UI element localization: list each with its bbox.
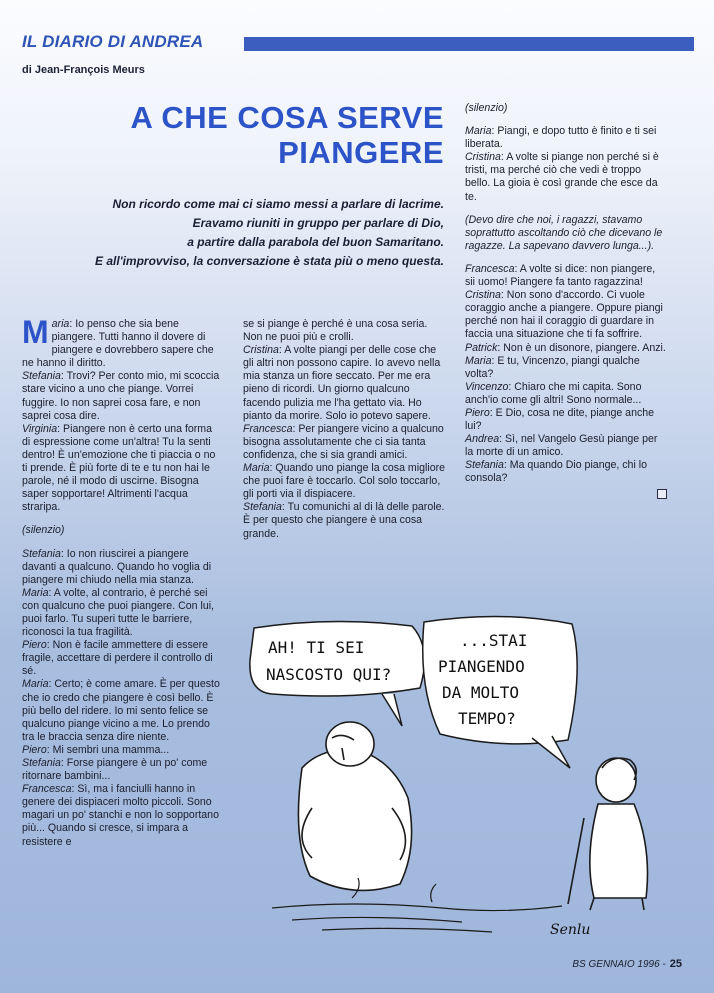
paragraph-text: : Non è un disonore, piangere. Anzi.: [497, 341, 666, 354]
paragraph: [465, 381, 667, 407]
tear-puddle: [272, 878, 562, 932]
speaker: Maria: [465, 354, 492, 367]
paragraph-text: : Non è facile ammettere di essere fragile, accettare di perdere il controllo di sé.: [22, 639, 213, 678]
speaker: Cristina: [243, 344, 279, 357]
speaker: Stefania: [465, 459, 504, 472]
paragraph: [243, 501, 445, 540]
paragraph-text: : Sì, nel Vangelo Gesù piange per la morte di un amico.: [465, 433, 658, 459]
paragraph-text: : Quando uno piange la cosa migliore che puoi fare è toccarlo. Col solo toccarlo, gli porti via il dispiacere.: [243, 462, 446, 501]
article-title: [84, 100, 444, 170]
paragraph: [465, 342, 667, 355]
paragraph-text: : Per piangere vicino a qualcuno bisogna assolutamente che ci sia tanta confidenza, che si sia grandi amici.: [243, 422, 444, 461]
paragraph-text: : Piangi, e dopo tutto è finito e ti sei liberata.: [465, 125, 657, 151]
narrator-aside: (Devo dire che noi, i ragazzi, stavamo soprattutto ascoltando ciò che dicevano le ragazze. La sapevano davvero lunga...).: [465, 213, 663, 252]
speaker: Vincenzo: [465, 380, 509, 393]
paragraph: [465, 459, 667, 485]
speaker: Maria: [22, 678, 49, 691]
title-line-2: PIANGERE: [278, 135, 444, 170]
bubble-2-line-1: ...STAI: [460, 631, 528, 650]
paragraph-text: : Sì, ma i fanciulli hanno in genere dei dispiaceri molto piccoli. Sono magari un po' stanchi e non lo sopportano più... Quando si cresce, si impara a resistere e: [22, 783, 219, 848]
paragraph: [243, 318, 445, 344]
paragraph-text: : A volte piangi per delle cose che gli altri non possono capire. Io avevo nella mia stanza un fiore seccato. Per me era pieno di ricordi. Un giorno qualcuno facendo pulizia me l'ha gettato via. Ho pianto da morire. Solo io potevo sapere.: [243, 344, 441, 422]
paragraph: [22, 314, 222, 370]
speaker: Maria: [243, 462, 270, 475]
paragraph-text: : Io penso che sia bene piangere. Tutti hanno il dovere di piangere e dovrebbero sapere che ne hanno il diritto.: [22, 318, 214, 370]
speaker: Francesca: [22, 783, 72, 796]
text-column-2: [243, 318, 445, 541]
drop-cap: M: [22, 314, 49, 350]
speaker: aria: [51, 318, 70, 330]
paragraph-text: : E Dio, cosa ne dite, piange anche lui?: [465, 406, 655, 433]
paragraph-text: se si piange è perché è una cosa seria. Non ne puoi più e crolli.: [243, 318, 428, 344]
paragraph-text: : Ma quando Dio piange, chi lo consola?: [465, 459, 647, 485]
paragraph: [22, 678, 222, 743]
rubric-bar: [244, 37, 694, 51]
paragraph-text: : A volte si dice: non piangere, sii uomo! Piangere fa tanto ragazzina!: [465, 262, 656, 289]
paragraph-text: : Mi sembri una mamma...: [46, 743, 170, 756]
speech-bubble-1: [250, 621, 425, 696]
paragraph-text: : Certo; è come amare. È per questo che io credo che piangere è così bello. È più bello del ridere. Io mi sento felice se qualcuno piange vicino a me. Lo prendo tra le braccia senza dire niente.: [22, 678, 220, 743]
end-of-article-mark: [657, 489, 667, 499]
paragraph: [243, 462, 445, 501]
paragraph: [22, 370, 222, 422]
stage-direction: (silenzio): [465, 102, 508, 114]
article-intro: [44, 195, 444, 271]
paragraph: [465, 289, 667, 341]
speaker: Stefania: [22, 757, 61, 769]
paragraph: [22, 587, 222, 639]
issue-info: BS GENNAIO 1996 -: [572, 959, 666, 970]
paragraph: [22, 783, 222, 848]
speaker: Stefania: [22, 370, 61, 383]
paragraph-text: : Chiaro che mi capita. Sono anch'io come gli altri! Sono normale...: [465, 380, 642, 406]
speaker: Patrick: [465, 341, 498, 354]
speaker: Stefania: [243, 501, 282, 514]
speech-bubble-1-tail: [382, 694, 402, 726]
speaker: Virginia: [22, 422, 58, 435]
intro-line-1: Non ricordo come mai ci siamo messi a parlare di lacrime.: [112, 197, 444, 211]
paragraph: [22, 548, 222, 587]
bubble-2-line-4: TEMPO?: [458, 709, 516, 728]
page-number: 25: [669, 958, 682, 970]
paragraph-text: : Non sono d'accordo. Ci vuole coraggio anche a piangere. Oppure piangi perché non hai il coraggio di guardare in faccia una situazione che ti fa soffrire.: [465, 289, 663, 341]
bubble-2-line-2: PIANGENDO: [438, 657, 525, 676]
intro-line-4: E all'improvviso, la conversazione è stata più o meno questa.: [95, 254, 444, 268]
paragraph: [465, 125, 667, 151]
section-rubric: IL DIARIO DI ANDREA: [22, 32, 204, 51]
intro-line-3: a partire dalla parabola del buon Samaritano.: [187, 235, 444, 249]
paragraph-text: : E tu, Vincenzo, piangi qualche volta?: [465, 354, 640, 380]
page-footer: [572, 958, 682, 970]
text-column-1: [22, 314, 222, 849]
speaker: Piero: [22, 743, 47, 756]
paragraph: [243, 344, 445, 423]
speaker: Maria: [22, 586, 49, 599]
speaker: Andrea: [465, 433, 500, 446]
speaker: Maria: [465, 125, 492, 138]
title-line-1: A CHE COSA SERVE: [130, 100, 444, 135]
crying-man-figure: [298, 722, 411, 890]
paragraph-text: : A volte si piange non perché si è tristi, ma perché ciò che vedi è troppo bello. La gioia è così grande che esce da te.: [465, 151, 659, 203]
paragraph: [465, 263, 667, 289]
bubble-1-line-1: AH! TI SEI: [268, 638, 365, 657]
bubble-1-line-2: NASCOSTO QUI?: [266, 665, 392, 684]
speaker: Stefania: [22, 547, 61, 560]
paragraph-text: : Forse piangere è un po' come ritornare bambini...: [22, 757, 208, 783]
speaker: Francesca: [243, 422, 293, 435]
paragraph-text: : A volte, al contrario, è perché sei con qualcuno che puoi piangere. Con lui, puoi farlo. Tu superi tutte le barriere, riconosci la tua fragilità.: [22, 586, 215, 639]
stage-direction: (silenzio): [22, 524, 65, 537]
paragraph-text: : Piangere non è certo una forma di espressione come un'altra! Tu la senti dentro! È un'emozione che ti piaccia o no ti prende. È più forte di te e tu non hai le parole, né il modo di uscirne. Bisogna saper sopportare! Altrimenti l'acqua straripa.: [22, 422, 216, 514]
speaker: Cristina: [465, 289, 501, 302]
speaker: Piero: [465, 406, 490, 419]
text-column-3: [465, 102, 667, 499]
paragraph-text: : Io non riuscirei a piangere davanti a qualcuno. Quando ho voglia di piangere mi chiudo nella mia stanza.: [22, 547, 212, 586]
speaker: Piero: [22, 639, 47, 652]
bubble-2-line-3: DA MOLTO: [442, 683, 520, 702]
intro-line-2: Eravamo riuniti in gruppo per parlare di Dio,: [192, 216, 444, 230]
paragraph: [22, 639, 222, 678]
paragraph: [465, 433, 667, 459]
speaker: Cristina: [465, 151, 501, 164]
paragraph: [22, 757, 222, 783]
paragraph: [22, 423, 222, 515]
old-woman-figure: [568, 758, 648, 910]
paragraph: [465, 355, 667, 381]
artist-signature: Senlu: [550, 922, 591, 938]
paragraph: [465, 407, 667, 433]
paragraph: [243, 423, 445, 462]
paragraph-text: : Trovi? Per conto mio, mi scoccia stare vicino a uno che piange. Vorrei fuggire. Io non saprei cosa fare, e non saprei cosa dire.: [22, 370, 220, 422]
paragraph: [465, 151, 667, 203]
author-byline: di Jean-François Meurs: [22, 64, 145, 76]
paragraph-text: : Tu comunichi al di là delle parole. È per questo che piangere è una cosa grande.: [243, 501, 445, 540]
cartoon-illustration: [232, 608, 692, 948]
speaker: Francesca: [465, 262, 515, 275]
paragraph: [22, 744, 222, 757]
